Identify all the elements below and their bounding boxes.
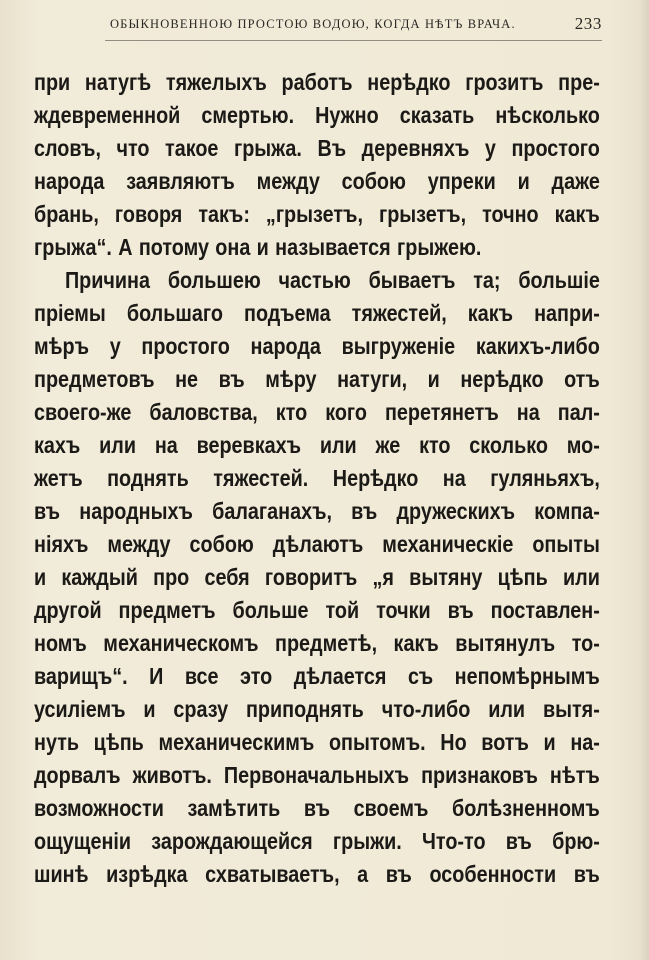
- word: грыжа“.: [34, 234, 112, 260]
- word: на: [154, 432, 178, 458]
- word: дорвалъ: [34, 762, 121, 788]
- word: гуляньяхъ,: [490, 465, 600, 491]
- text-line: [34, 198, 600, 231]
- text-line: [34, 462, 600, 495]
- text-line: [34, 660, 600, 693]
- word: признаковъ: [421, 762, 538, 788]
- word: а: [357, 861, 369, 887]
- word: въ: [218, 366, 245, 392]
- word: въ: [505, 828, 532, 854]
- word: перетянетъ: [384, 399, 499, 425]
- word: непомѣрнымъ: [454, 663, 600, 689]
- word: брань,: [34, 201, 99, 227]
- word: механическомъ: [103, 630, 259, 656]
- word: А: [118, 234, 133, 260]
- text-line: [34, 66, 600, 99]
- word: мѣръ: [34, 333, 90, 359]
- word: брю-: [552, 828, 600, 854]
- word: словъ,: [34, 135, 101, 161]
- text-line: [34, 825, 600, 858]
- word: или: [562, 564, 600, 590]
- word: варищъ“.: [34, 663, 128, 689]
- word: цѣпь: [497, 564, 548, 590]
- text-line: [34, 759, 600, 792]
- word: подъема: [244, 300, 331, 326]
- word: и: [427, 366, 440, 392]
- word: грыжи.: [332, 828, 402, 854]
- word: Причина: [64, 267, 151, 293]
- word: простого: [141, 333, 230, 359]
- word: Нерѣдко: [332, 465, 419, 491]
- text-line: [34, 792, 600, 825]
- word: нерѣдко: [367, 69, 451, 95]
- text-line: [34, 561, 600, 594]
- word: въ: [573, 861, 600, 887]
- text-line: [34, 594, 600, 627]
- word: мо-: [566, 432, 600, 458]
- word: ждевременной: [34, 102, 181, 128]
- word: кого: [325, 399, 367, 425]
- word: дружескихъ: [396, 498, 516, 524]
- word: другой: [34, 597, 102, 623]
- word: сразу: [173, 696, 229, 722]
- word: баловства,: [149, 399, 258, 425]
- word: номъ: [34, 630, 87, 656]
- word: въ: [303, 795, 331, 821]
- word: какъ: [393, 630, 439, 656]
- word: смертью.: [201, 102, 295, 128]
- word: большаго: [126, 300, 223, 326]
- text-line: [34, 495, 600, 528]
- running-title: ОБЫКНОВЕННОЮ ПРОСТОЮ ВОДОЮ, КОГДА НѢТЪ ВРАЧА.: [110, 16, 516, 31]
- word: на: [442, 465, 466, 491]
- text-line: [34, 297, 600, 330]
- word: балаганахъ,: [212, 498, 333, 524]
- word: предметовъ: [34, 366, 155, 392]
- word: дѣлаютъ: [272, 531, 364, 557]
- word: вытяну: [409, 564, 483, 590]
- word: говоря: [114, 201, 183, 227]
- word: сколько: [469, 432, 548, 458]
- header-rule: [105, 40, 602, 41]
- word: работъ: [281, 69, 353, 95]
- word: говоритъ: [264, 564, 358, 590]
- word: нѣтъ: [549, 762, 600, 788]
- word: пріемы: [34, 300, 106, 326]
- word: между: [256, 168, 320, 194]
- word: нуть: [34, 729, 80, 755]
- word: народныхъ: [79, 498, 193, 524]
- word: схватываетъ,: [205, 861, 340, 887]
- word: или: [319, 432, 357, 458]
- word: Но: [440, 729, 467, 755]
- word: собою: [341, 168, 406, 194]
- word: что: [116, 135, 150, 161]
- word: точно: [482, 201, 539, 227]
- text-line: [34, 528, 600, 561]
- word: и: [517, 168, 530, 194]
- word: Что-то: [422, 828, 486, 854]
- word: „грызетъ,: [265, 201, 363, 227]
- word: своего-же: [34, 399, 132, 425]
- word: дѣлается: [293, 663, 387, 689]
- word: или: [488, 696, 526, 722]
- text-line: [34, 693, 600, 726]
- body-text: [34, 66, 600, 891]
- word: какихъ-либо: [475, 333, 600, 359]
- word: частью: [278, 267, 351, 293]
- word: отъ: [564, 366, 600, 392]
- word: кто: [275, 399, 308, 425]
- word: про: [153, 564, 190, 590]
- word: на: [516, 399, 540, 425]
- word: на-: [570, 729, 600, 755]
- word: той: [325, 597, 360, 623]
- text-line: [34, 627, 600, 660]
- word: ніяхъ: [34, 531, 89, 557]
- word: ощущеніи: [34, 828, 132, 854]
- word: „я: [372, 564, 394, 590]
- word: съ: [407, 663, 434, 689]
- page-number: 233: [574, 14, 602, 33]
- text-line: [34, 858, 600, 891]
- word: предметѣ,: [275, 630, 378, 656]
- word: сказать: [399, 102, 475, 128]
- word: въ: [34, 498, 61, 524]
- word: большіе: [518, 267, 600, 293]
- word: механическимъ: [158, 729, 315, 755]
- word: И: [149, 663, 164, 689]
- word: натугѣ: [84, 69, 152, 95]
- word: она: [215, 234, 251, 260]
- word: тяжестей.: [213, 465, 309, 491]
- word: нѣсколько: [495, 102, 600, 128]
- text-line: [34, 396, 600, 429]
- word: такое: [165, 135, 219, 161]
- word: собою: [189, 531, 254, 557]
- word: деревняхъ: [361, 135, 470, 161]
- word: усиліемъ: [34, 696, 126, 722]
- word: въ: [351, 498, 378, 524]
- word: Въ: [317, 135, 347, 161]
- word: поставлен-: [490, 597, 600, 623]
- word: грызетъ,: [378, 201, 467, 227]
- word: бываетъ: [368, 267, 456, 293]
- word: натуги,: [337, 366, 408, 392]
- word: себя: [204, 564, 250, 590]
- word: и: [543, 729, 556, 755]
- word: мѣру: [265, 366, 317, 392]
- word: изрѣдка: [106, 861, 188, 887]
- word: грыжа.: [233, 135, 302, 161]
- word: нерѣдко: [460, 366, 544, 392]
- word: механическіе: [382, 531, 514, 557]
- word: грыжею.: [397, 234, 482, 260]
- word: та;: [473, 267, 501, 293]
- word: упреки: [427, 168, 496, 194]
- word: веревкахъ: [196, 432, 302, 458]
- word: замѣтить: [187, 795, 281, 821]
- word: своемъ: [353, 795, 429, 821]
- word: жетъ: [34, 465, 83, 491]
- word: тяжестей,: [351, 300, 447, 326]
- word: народа: [34, 168, 105, 194]
- word: кто: [419, 432, 451, 458]
- word: грозитъ: [465, 69, 544, 95]
- word: въ: [385, 861, 412, 887]
- word: у: [109, 333, 121, 359]
- word: зарождающейся: [151, 828, 313, 854]
- word: опыты: [532, 531, 600, 557]
- word: то-: [571, 630, 600, 656]
- word: у: [484, 135, 496, 161]
- word: опытомъ.: [328, 729, 426, 755]
- word: животъ.: [132, 762, 212, 788]
- word: это: [240, 663, 273, 689]
- word: и: [143, 696, 156, 722]
- word: въ: [447, 597, 474, 623]
- word: тяжелыхъ: [165, 69, 267, 95]
- word: болѣзненномъ: [452, 795, 600, 821]
- word: больше: [232, 597, 309, 623]
- word: простого: [511, 135, 600, 161]
- word: что-либо: [381, 696, 471, 722]
- word: народа: [250, 333, 321, 359]
- word: какъ: [467, 300, 514, 326]
- text-line: [34, 165, 600, 198]
- word: пал-: [557, 399, 600, 425]
- word: при: [34, 69, 71, 95]
- word: все: [184, 663, 219, 689]
- text-line: [34, 99, 600, 132]
- word: даже: [551, 168, 600, 194]
- text-line: [34, 264, 600, 297]
- word: цѣпь: [93, 729, 144, 755]
- word: не: [175, 366, 199, 392]
- word: предметъ: [118, 597, 216, 623]
- word: точки: [376, 597, 431, 623]
- word: приподнять: [245, 696, 364, 722]
- word: Первоначальныхъ: [223, 762, 410, 788]
- word: каждый: [61, 564, 138, 590]
- word: вотъ: [481, 729, 529, 755]
- word: потому: [138, 234, 209, 260]
- word: большею: [167, 267, 261, 293]
- word: же: [375, 432, 401, 458]
- word: особенности: [429, 861, 557, 887]
- word: выгруженіе: [341, 333, 456, 359]
- word: или: [99, 432, 137, 458]
- word: называется: [275, 234, 391, 260]
- word: Нужно: [315, 102, 379, 128]
- text-line: [34, 330, 600, 363]
- text-line: [34, 363, 600, 396]
- word: шинѣ: [34, 861, 89, 887]
- word: возможности: [34, 795, 164, 821]
- word: между: [107, 531, 171, 557]
- word: заявляютъ: [126, 168, 235, 194]
- running-header: [110, 12, 602, 36]
- text-line: [34, 726, 600, 759]
- text-line: [34, 132, 600, 165]
- word: и: [34, 564, 47, 590]
- text-line: [34, 231, 600, 264]
- text-line: [34, 429, 600, 462]
- word: вытя-: [542, 696, 600, 722]
- word: и: [256, 234, 269, 260]
- word: какъ: [554, 201, 600, 227]
- word: поднять: [107, 465, 189, 491]
- word: такъ:: [198, 201, 250, 227]
- word: напри-: [534, 300, 600, 326]
- word: вытянулъ: [455, 630, 556, 656]
- word: пре-: [558, 69, 600, 95]
- word: компа-: [534, 498, 600, 524]
- page-edge-shadow: [639, 0, 649, 960]
- word: кахъ: [34, 432, 81, 458]
